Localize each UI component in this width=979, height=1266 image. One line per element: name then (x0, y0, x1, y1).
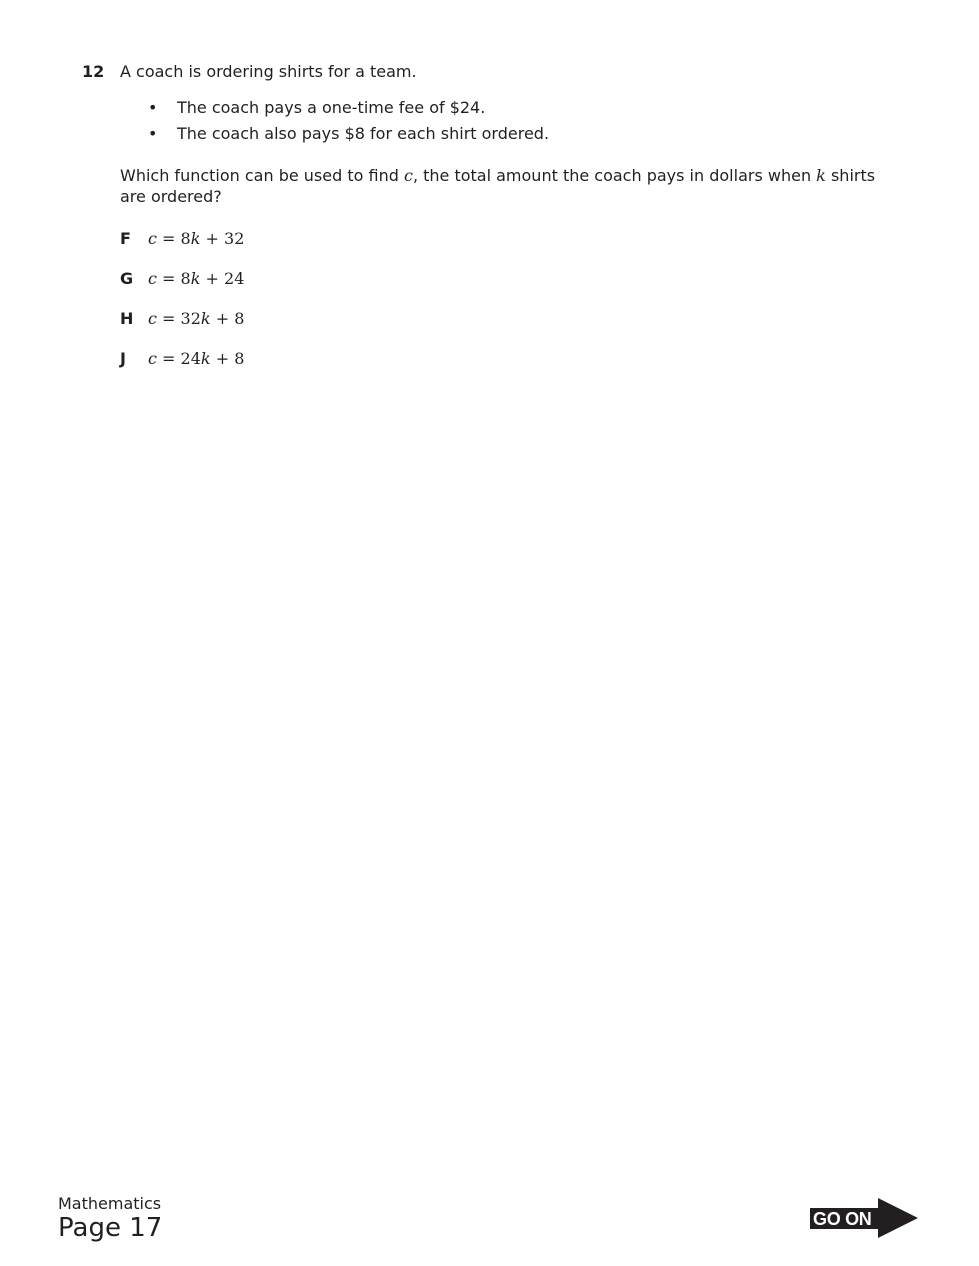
fact-text: The coach also pays $8 for each shirt ordered. (177, 124, 550, 143)
choice-expression: c = 24k + 8 (148, 349, 245, 368)
choice-letter: H (120, 309, 134, 328)
choice-expression: c = 8k + 24 (148, 269, 245, 288)
page-number: Page 17 (58, 1213, 163, 1243)
fact-item (148, 125, 902, 143)
fact-list (82, 99, 902, 143)
bullet-icon: • (148, 98, 158, 117)
bullet-icon: • (148, 124, 158, 143)
prompt-variable-c: c (403, 166, 413, 185)
choice-letter: F (120, 229, 131, 248)
choice-g[interactable] (120, 270, 902, 310)
question-stem: A coach is ordering shirts for a team. (120, 62, 417, 81)
choice-expression: c = 8k + 32 (148, 229, 245, 248)
choice-f[interactable] (120, 230, 902, 270)
prompt-text: shirts are ordered? (120, 166, 876, 206)
prompt-text: , the total amount the coach pays in dollars when (412, 166, 817, 185)
question-header (82, 60, 902, 84)
fact-item (148, 99, 902, 117)
prompt-variable-k: k (816, 166, 826, 185)
answer-choices (120, 230, 902, 390)
choice-expression: c = 32k + 8 (148, 309, 245, 328)
choice-j[interactable] (120, 350, 902, 390)
fact-text: The coach pays a one-time fee of $24. (177, 98, 486, 117)
go-on-indicator (810, 1198, 920, 1238)
go-on-label: GO ON (813, 1209, 872, 1229)
choice-letter: J (120, 349, 126, 368)
question-number: 12 (82, 62, 105, 81)
footer-subject: Mathematics (58, 1194, 162, 1213)
choice-h[interactable] (120, 310, 902, 350)
question-prompt (120, 165, 890, 207)
question-12 (82, 60, 902, 390)
choice-letter: G (120, 269, 134, 288)
prompt-text: Which function can be used to find (120, 166, 404, 185)
